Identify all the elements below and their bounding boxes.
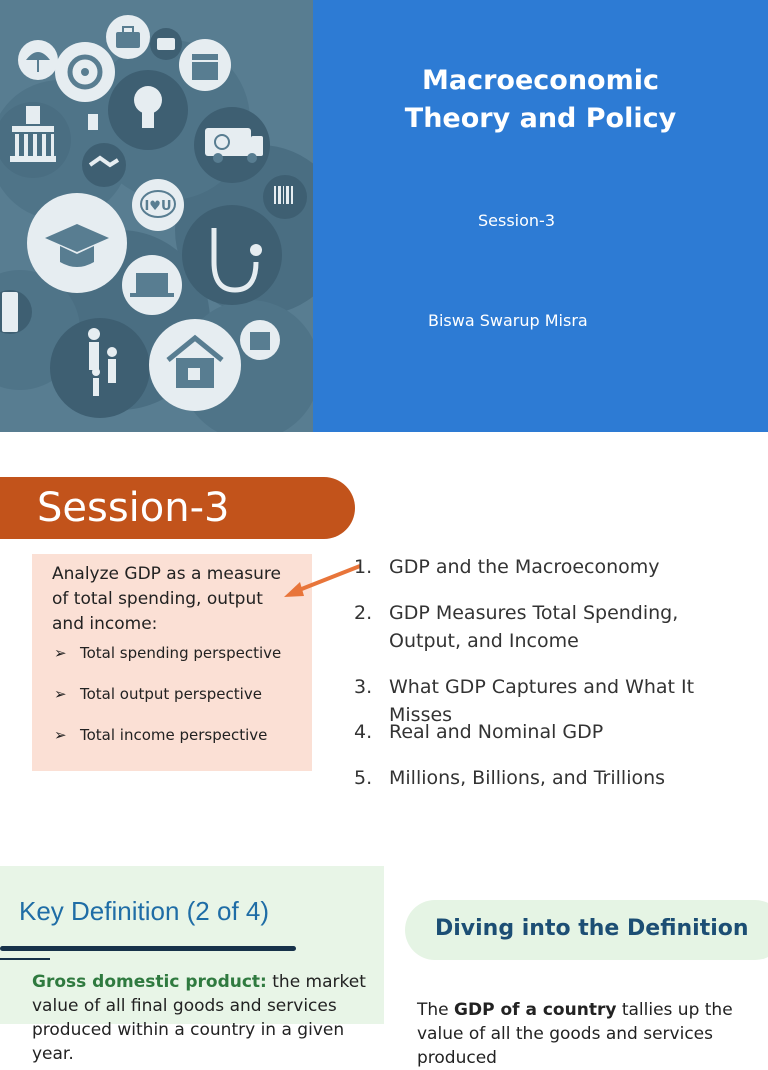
- title-line-2: Theory and Policy: [404, 103, 677, 134]
- heading-underline-thin: [0, 958, 50, 960]
- calendar-icon: [240, 320, 280, 360]
- key-definition-panel: [0, 866, 384, 1064]
- item-text: GDP and the Macroeconomy: [389, 556, 660, 578]
- icon-collage: [0, 0, 313, 432]
- diving-pill-text: Diving into the Definition: [435, 916, 749, 941]
- bullet-text: Total output perspective: [80, 685, 262, 703]
- item-number: 2.: [354, 602, 373, 624]
- i-love-u-text: I♥U: [144, 199, 172, 214]
- item-text: Real and Nominal GDP: [389, 721, 604, 743]
- umbrella-icon: [18, 40, 58, 80]
- card-icon: [88, 114, 98, 130]
- item-text: GDP Measures Total Spending, Output, and Income: [389, 602, 679, 652]
- definition-slide: [0, 866, 768, 1068]
- bullet-spending: [54, 644, 281, 662]
- pointer-arrow-icon: [280, 558, 365, 603]
- desc-body: tallies up the value of all the goods and services produced: [417, 1000, 733, 1068]
- bullet-output: [54, 685, 262, 703]
- barcode-icon: [263, 175, 307, 219]
- bullet-text: Total spending perspective: [80, 644, 282, 662]
- stethoscope-icon: [182, 205, 282, 305]
- steering-wheel-icon: [55, 42, 115, 102]
- session-label: Session-3: [478, 211, 555, 230]
- item-number: 3.: [354, 676, 373, 698]
- item-number: 5.: [354, 767, 373, 789]
- house-icon: [149, 319, 241, 411]
- session-banner: [0, 477, 355, 539]
- definition-body: the market value of all final goods and services produced within a country in a given year.: [32, 972, 366, 1064]
- definition-term: Gross domestic product:: [32, 972, 267, 992]
- bullet-income: [54, 726, 267, 744]
- arrow-bullet-icon: ➢: [54, 726, 67, 744]
- definition-text: [32, 970, 377, 1066]
- laptop-icon: [122, 255, 182, 315]
- desc-term: GDP of a country: [454, 1000, 617, 1020]
- desc-prefix: The: [417, 1000, 455, 1020]
- agenda-slide: [0, 433, 768, 865]
- graduation-cap-icon: [27, 193, 127, 293]
- wallet-icon: [150, 28, 182, 60]
- lightbulb-icon: [108, 70, 188, 150]
- title-slide: [0, 0, 768, 432]
- briefcase-icon: [106, 15, 150, 59]
- handshake-icon: [82, 143, 126, 187]
- item-text: Millions, Billions, and Trillions: [389, 767, 666, 789]
- arrow-bullet-icon: ➢: [54, 644, 67, 662]
- heading-underline: [0, 946, 296, 951]
- item-number: 4.: [354, 721, 373, 743]
- family-icon: [50, 318, 150, 418]
- slide-title: [313, 62, 768, 138]
- title-line-1: Macroeconomic: [422, 65, 659, 96]
- key-definition-heading: Key Definition (2 of 4): [19, 896, 270, 926]
- objective-intro: Analyze GDP as a measure of total spending, output and income:: [52, 564, 281, 634]
- title-panel: [313, 0, 768, 432]
- bullet-text: Total income perspective: [80, 726, 268, 744]
- gdp-description: [417, 998, 757, 1070]
- objective-box: [32, 554, 312, 771]
- van-icon: [194, 107, 270, 183]
- diving-pill: [405, 900, 768, 960]
- session-banner-text: Session-3: [37, 485, 230, 531]
- economy-icons-illustration: [0, 0, 313, 432]
- item-number: 1.: [354, 556, 373, 578]
- item-text: What GDP Captures and What It Misses: [389, 676, 695, 726]
- author-name: Biswa Swarup Misra: [428, 311, 588, 330]
- clapperboard-icon: [179, 39, 231, 91]
- arrow-bullet-icon: ➢: [54, 685, 67, 703]
